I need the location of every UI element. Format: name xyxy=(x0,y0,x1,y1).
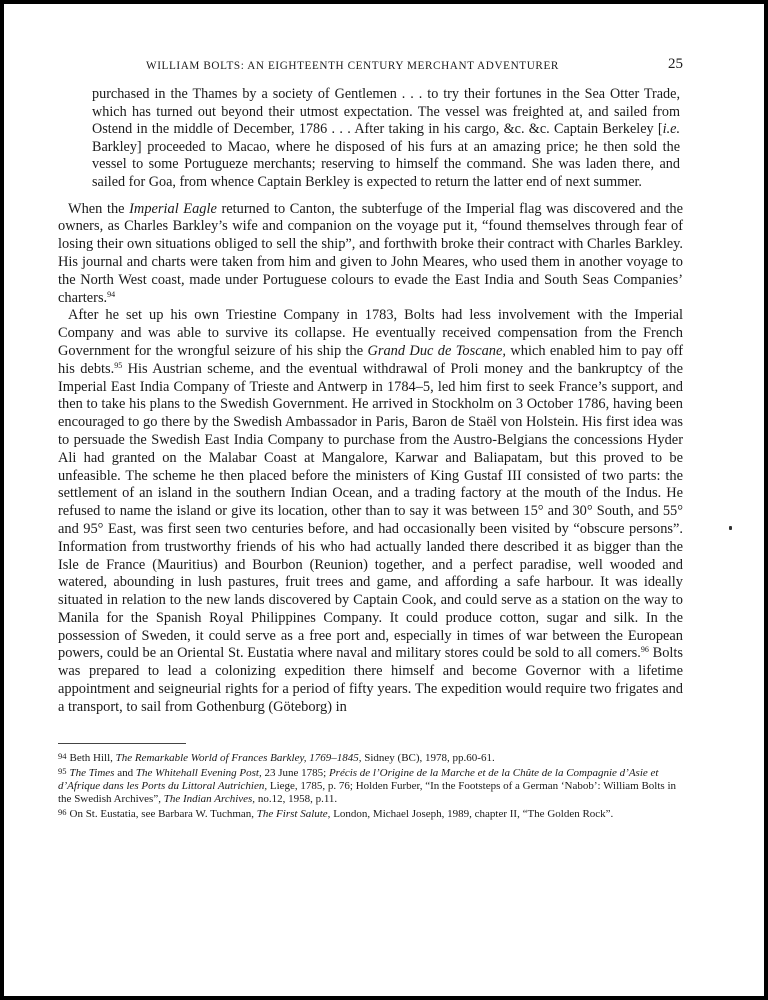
ink-speck xyxy=(729,526,732,530)
footnote-divider xyxy=(58,743,186,744)
footnote-number: 95 xyxy=(58,765,67,776)
footnote-text: Sidney (BC), 1978, pp.60-61. xyxy=(361,751,495,764)
footnote-text: and xyxy=(114,766,136,779)
paragraph-text: Bolts was prepared to lead a colonizing expedition there himself and become Governor with a lifetime appointment and seigneurial rights for a period of fifty years. The expedition would require two frigates and a transport, to sail from Gothenburg (Göteborg) in xyxy=(58,645,683,715)
paragraph-text: When the xyxy=(68,200,130,217)
paragraph-text: After he set up his own Triestine Company in 1783, Bolts had less involvement with the Imperial Company and was able to survive its collapse. He eventually received compensation from the French Government for the wrongful seizure of his ship the xyxy=(58,307,683,359)
footnote-ref[interactable]: 94 xyxy=(107,289,116,299)
footnote-title: The First Salute, xyxy=(256,808,331,821)
footnote-text: 23 June 1785; xyxy=(261,766,329,779)
footnotes xyxy=(58,750,683,822)
running-head: WILLIAM BOLTS: AN EIGHTEENTH CENTURY MERCHANT ADVENTURER xyxy=(146,60,559,72)
footnote-ref[interactable]: 95 xyxy=(114,360,123,370)
page-number: 25 xyxy=(668,56,683,72)
ship-name: Imperial Eagle xyxy=(129,200,217,217)
footnote-title: The Indian Archives, xyxy=(163,793,256,806)
quote-text: purchased in the Thames by a society of Gentlemen . . . to try their fortunes in the Sea Otter Trade, which has turned out beyond their utmost expectation. The vessel was freighted at, and sailed from Ostend in the middle of December, 1786 . . . After taking in his cargo, &c. &c. Captain Berkeley [ xyxy=(92,86,680,138)
paragraph-text: returned to Canton, the subterfuge of the Imperial flag was discovered and the owners, as Charles Barkley’s wife and companion on the voyage put it, “found themselves through fear of losing their own situations obliged to sell the ship”, and forthwith broke their contract with Charles Barkley. His journal and charts were taken from him and given to John Meares, who used them in another voyage to the North West coast, made under Portuguese colours to evade the East India and South Seas Companies’ charters. xyxy=(58,200,683,306)
body-text xyxy=(58,201,683,717)
paragraph xyxy=(58,307,683,716)
footnote xyxy=(58,750,683,765)
footnote-text: Liege, 1785, p. 76; Holden Furber, “In the Footsteps of a German ‘Nabob’: William Bolts in the Swedish Archives”, xyxy=(58,780,677,806)
footnote xyxy=(58,765,683,807)
footnote-text: London, Michael Joseph, 1989, chapter II, “The Golden Rock”. xyxy=(330,808,614,821)
footnote-text: Beth Hill, xyxy=(69,751,116,764)
footnote-ref[interactable]: 96 xyxy=(640,645,649,655)
ship-name: Grand Duc de Toscane, xyxy=(367,342,506,359)
footnote-title: The Whitehall Evening Post, xyxy=(135,766,262,779)
footnote-title: The Remarkable World of Frances Barkley, 1769–1845, xyxy=(115,751,362,764)
book-page xyxy=(58,56,683,822)
paragraph-text: His Austrian scheme, and the eventual withdrawal of Proli money and the bankruptcy of the Imperial East India Company of Trieste and Antwerp in 1784–5, led him first to seek France’s support, and then to take his plans to the Swedish Government. He arrived in Stockholm on 3 October 1786, having been encouraged to go there by the Swedish Ambassador in Paris, Baron de Staël von Holstein. His first idea was to persuade the Swedish East India Company to purchase from the Austro-Belgians the concessions Hyder Ali had granted on the Malabar Coast at Mangalore, Karwar and Baliapatam, but this proved to be unfeasible. The scheme he then placed before the ministers of King Gustaf III consisted of two parts: the settlement of an island in the southern Indian Ocean, and a trading factory at the mouth of the Indus. He refused to name the island or give its location, other than to say it was between 15° and 30° South, and 55° and 95° East, was first seen two centuries before, and had occasionally been visited by “obscure persons”. Information from trustworthy friends of his who had actually landed there described it as bigger than the Isle de France (Mauritius) and Bourbon (Reunion) together, and a perfect paradise, well wooded and watered, abounding in lush pastures, fruit trees and game, and affording a safe harbour. It was ideally situated in relation to the new lands discovered by Captain Cook, and could serve as a station on the way to Manila for the Spanish Royal Philippines Company. It could produce cotton, sugar and silk. In the possession of Sweden, it could serve as a free port and, especially in times of war between the European powers, could be an Oriental St. Eustatia where naval and military stores could be sold to all comers. xyxy=(58,360,683,662)
footnote-number: 96 xyxy=(58,807,67,818)
paragraph xyxy=(58,201,683,308)
footnote xyxy=(58,806,683,821)
block-quote xyxy=(92,86,680,192)
quote-text: Barkley] proceeded to Macao, where he disposed of his furs at an amazing price; he then sold the vessel to some Portugueze merchants; reserving to himself the command. She was laden there, and sailed for Goa, from whence Captain Berkley is expected to return the latter end of next summer. xyxy=(92,138,680,190)
footnote-text: no.12, 1958, p.11. xyxy=(255,793,338,806)
quote-italic: i.e. xyxy=(662,121,680,138)
footnote-text: On St. Eustatia, see Barbara W. Tuchman, xyxy=(69,808,257,821)
footnote-title: Précis de l’Origine de la Marche et de la Chûte de la Compagnie d’Asie et d’Afrique dans les Ports du Littoral Autrichien, xyxy=(58,766,659,793)
footnote-title: The Times xyxy=(69,766,115,779)
footnote-number: 94 xyxy=(58,750,67,761)
page-header xyxy=(58,56,683,80)
paragraph-text: which enabled him to pay off his debts. xyxy=(58,342,683,377)
